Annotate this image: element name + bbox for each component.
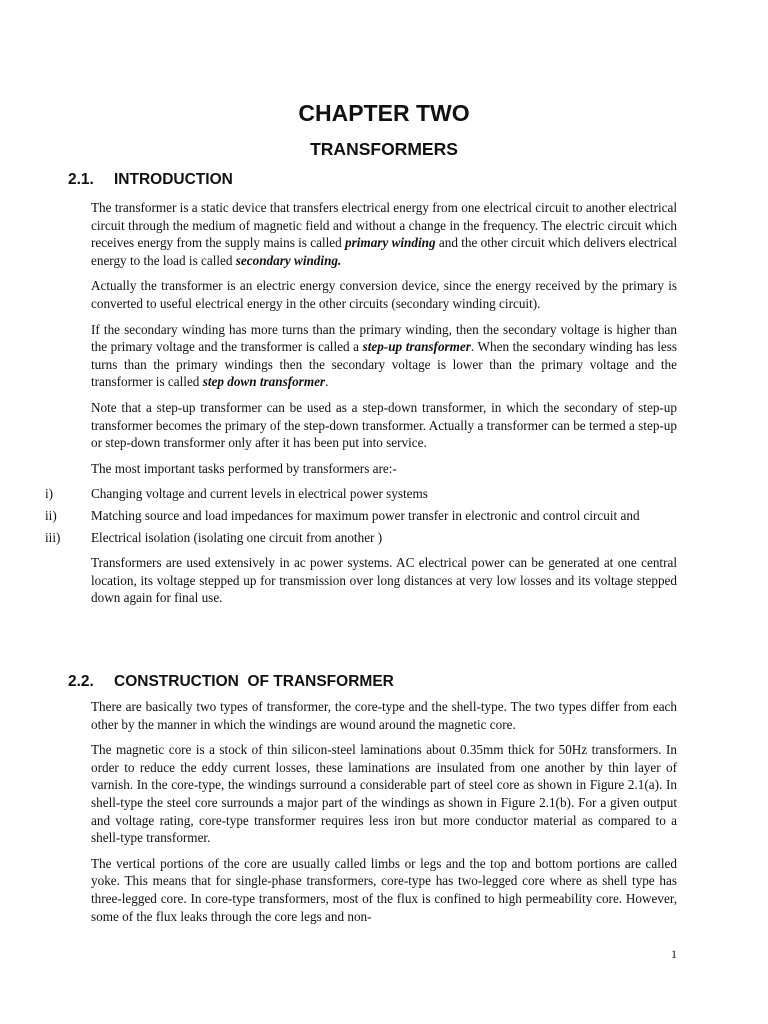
text-run: .	[325, 374, 329, 390]
text-run: and the other circuit which delivers electrical energy to the load is called	[91, 235, 677, 268]
list-marker: ii)	[45, 507, 57, 523]
construction-paragraph-3: The vertical portions of the core are usually called limbs or legs and the top and bottom portions are called yoke. This means that for single-phase transformers, core-type has two-legged core where as shell type has three-legged core. In core-type transformers, most of the flux is confined to high permeability core. However, some of the flux leaks through the core legs and non-	[91, 855, 677, 924]
list-item-text: Changing voltage and current levels in electrical power systems	[91, 486, 428, 502]
list-item-text: Electrical isolation (isolating one circuit from another )	[91, 529, 383, 545]
list-item	[45, 507, 677, 525]
list-item	[45, 529, 677, 547]
list-item	[45, 485, 677, 503]
tasks-list	[45, 485, 677, 546]
term-secondary-winding: secondary winding.	[235, 252, 342, 268]
term-step-down-transformer: step down transformer	[202, 374, 326, 390]
term-primary-winding: primary winding	[345, 235, 436, 251]
intro-paragraph-1	[91, 199, 677, 269]
text-run: . When the secondary winding has less turns than the primary windings then the secondary voltage is lower than the primary voltage and the transformer is called	[91, 339, 678, 390]
chapter-subtitle: TRANSFORMERS	[310, 139, 458, 159]
page-number: 1	[671, 947, 677, 961]
list-marker: i)	[45, 486, 54, 502]
section-number: 2.2.	[68, 673, 94, 690]
list-item-text: Matching source and load impedances for maximum power transfer in electronic and control circuit and	[91, 507, 640, 523]
introduction-body	[45, 199, 678, 615]
term-step-up-transformer: step-up transformer	[362, 339, 471, 355]
list-marker: iii)	[45, 529, 61, 545]
section-heading-introduction	[68, 171, 233, 189]
section-title: INTRODUCTION	[114, 171, 233, 188]
intro-paragraph-4: Note that a step-up transformer can be used as a step-down transformer, in which the secondary of step-up transformer becomes the primary of the step-down transformer. Actually a transformer can be termed a step-up or step-down transformer only after it has been put into service.	[91, 399, 677, 451]
text-run: If the secondary winding has more turns than the primary winding, then the secondary voltage is higher than the primary voltage and the transformer is called a	[91, 321, 677, 355]
intro-paragraph-6: Transformers are used extensively in ac power systems. AC electrical power can be generated at one central location, its voltage stepped up for transmission over long distances at very low losses and its voltage stepped down again for final use.	[91, 555, 677, 606]
intro-paragraph-5: The most important tasks performed by transformers are:-	[91, 460, 397, 476]
construction-paragraph-1: There are basically two types of transformer, the core-type and the shell-type. The two types differ from each other by the manner in which the windings are wound around the magnetic core.	[91, 699, 677, 732]
text-run: The transformer is a static device that transfers electrical energy from one electrical circuit to another electrical circuit through the medium of magnetic field and without a change in the frequency. The electric circuit which receives energy from the supply mains is called	[91, 200, 677, 251]
construction-body	[91, 698, 677, 933]
construction-paragraph-2: The magnetic core is a stock of thin silicon-steel laminations about 0.35mm thick for 50Hz transformers. In order to reduce the eddy current losses, these laminations are insulated from one another by thin layer of varnish. In the core-type, the windings surround a considerable part of steel core as shown in Figure 2.1(a). In shell-type the steel core surrounds a major part of the windings as shown in Figure 2.1(b). For a given output and voltage rating, core-type transformer requires less iron but more conductor material as compared to a shell-type transformer.	[91, 742, 677, 846]
section-number: 2.1.	[68, 171, 94, 188]
chapter-title: CHAPTER TWO	[298, 100, 470, 126]
intro-paragraph-2: Actually the transformer is an electric energy conversion device, since the energy received by the primary is converted to useful electrical energy in the other circuits (secondary winding circuit).	[91, 278, 677, 311]
section-title: CONSTRUCTION OF TRANSFORMER	[114, 673, 394, 690]
intro-paragraph-3	[91, 321, 677, 391]
section-heading-construction	[68, 673, 394, 691]
